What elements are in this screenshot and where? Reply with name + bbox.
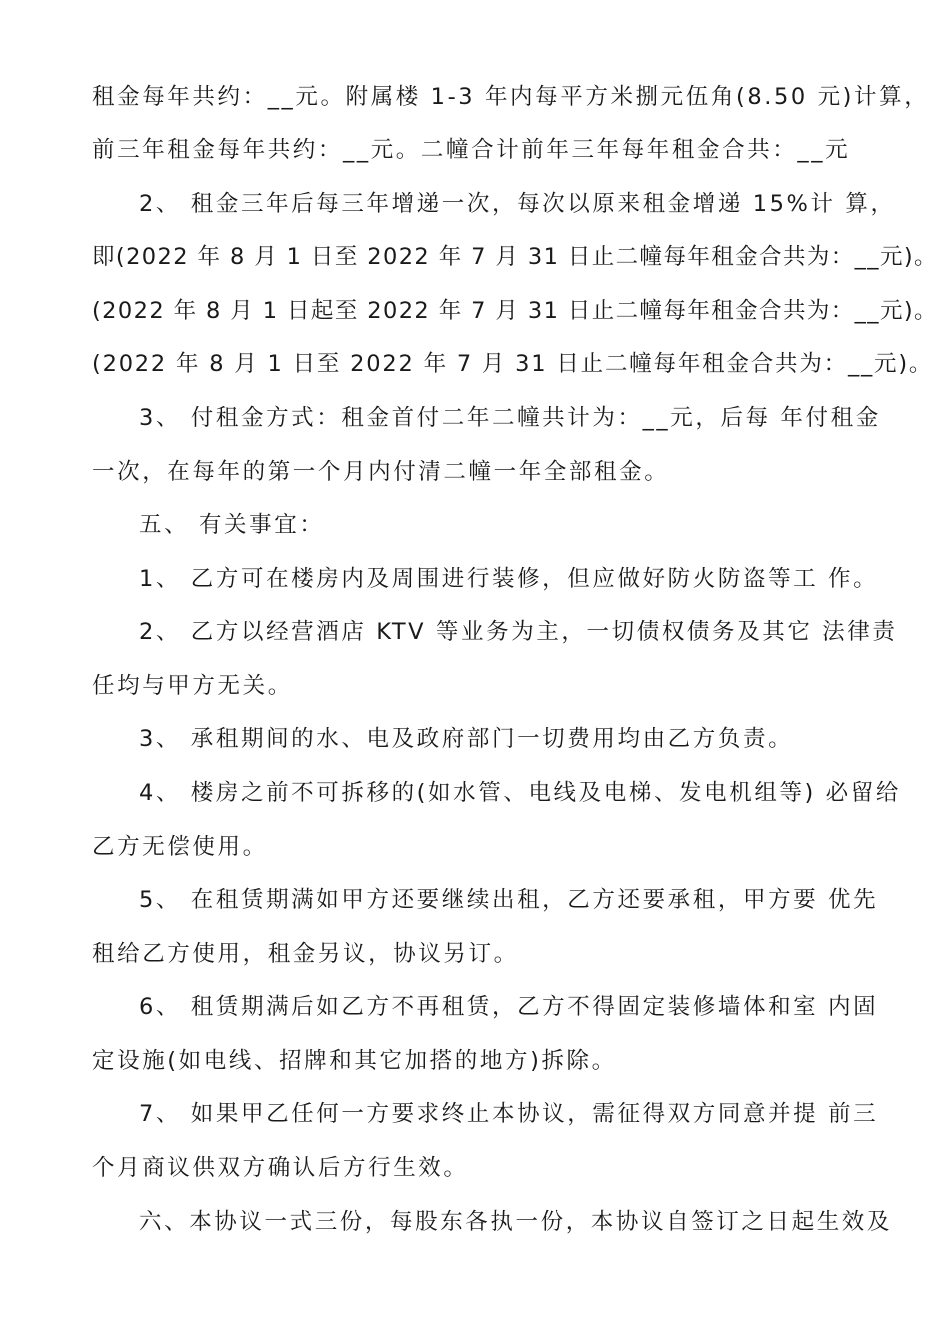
text-line: 1、 乙方可在楼房内及周围进行装修，但应做好防火防盗等工 作。 xyxy=(139,566,879,592)
text-line: (2022 年 8 月 1 日起至 2022 年 7 月 31 日止二幢每年租金合共为：__元)。 xyxy=(92,298,938,324)
text-line: (2022 年 8 月 1 日至 2022 年 7 月 31 日止二幢每年租金合共为：__元)。 xyxy=(92,351,934,377)
text-line: 3、 付租金方式：租金首付二年二幢共计为：__元，后每 年付租金 xyxy=(139,405,881,431)
text-line: 7、 如果甲乙任何一方要求终止本协议，需征得双方同意并提 前三 xyxy=(139,1101,879,1127)
text-line: 即(2022 年 8 月 1 日至 2022 年 7 月 31 日止二幢每年租金合共为：__元)。 xyxy=(92,244,938,270)
text-line: 定设施(如电线、招牌和其它加搭的地方)拆除。 xyxy=(92,1048,617,1074)
text-line: 6、 租赁期满后如乙方不再租赁，乙方不得固定装修墙体和室 内固 xyxy=(139,994,879,1020)
text-line: 2、 乙方以经营酒店 KTV 等业务为主，一切债权债务及其它 法律责 xyxy=(139,619,898,645)
text-line: 4、 楼房之前不可拆移的(如水管、电线及电梯、发电机组等) 必留给 xyxy=(139,780,901,806)
text-line: 一次，在每年的第一个月内付清二幢一年全部租金。 xyxy=(92,459,670,485)
text-line: 3、 承租期间的水、电及政府部门一切费用均由乙方负责。 xyxy=(139,726,794,752)
text-line: 5、 在租赁期满如甲方还要继续出租，乙方还要承租，甲方要 优先 xyxy=(139,887,879,913)
text-line: 任均与甲方无关。 xyxy=(92,673,293,699)
section-heading: 五、 有关事宜： xyxy=(139,512,325,538)
text-line: 租金每年共约：__元。附属楼 1-3 年内每平方米捌元伍角(8.50 元)计算， xyxy=(92,84,930,110)
text-line: 2、 租金三年后每三年增递一次，每次以原来租金增递 15%计 算， xyxy=(139,191,896,217)
text-line: 前三年租金每年共约：__元。二幢合计前年三年每年租金合共：__元 xyxy=(92,137,851,163)
text-line: 乙方无偿使用。 xyxy=(92,834,268,860)
text-line: 个月商议供双方确认后方行生效。 xyxy=(92,1155,469,1181)
text-line: 租给乙方使用，租金另议，协议另订。 xyxy=(92,941,519,967)
text-line: 六、本协议一式三份，每股东各执一份，本协议自签订之日起生效及 xyxy=(139,1209,893,1235)
